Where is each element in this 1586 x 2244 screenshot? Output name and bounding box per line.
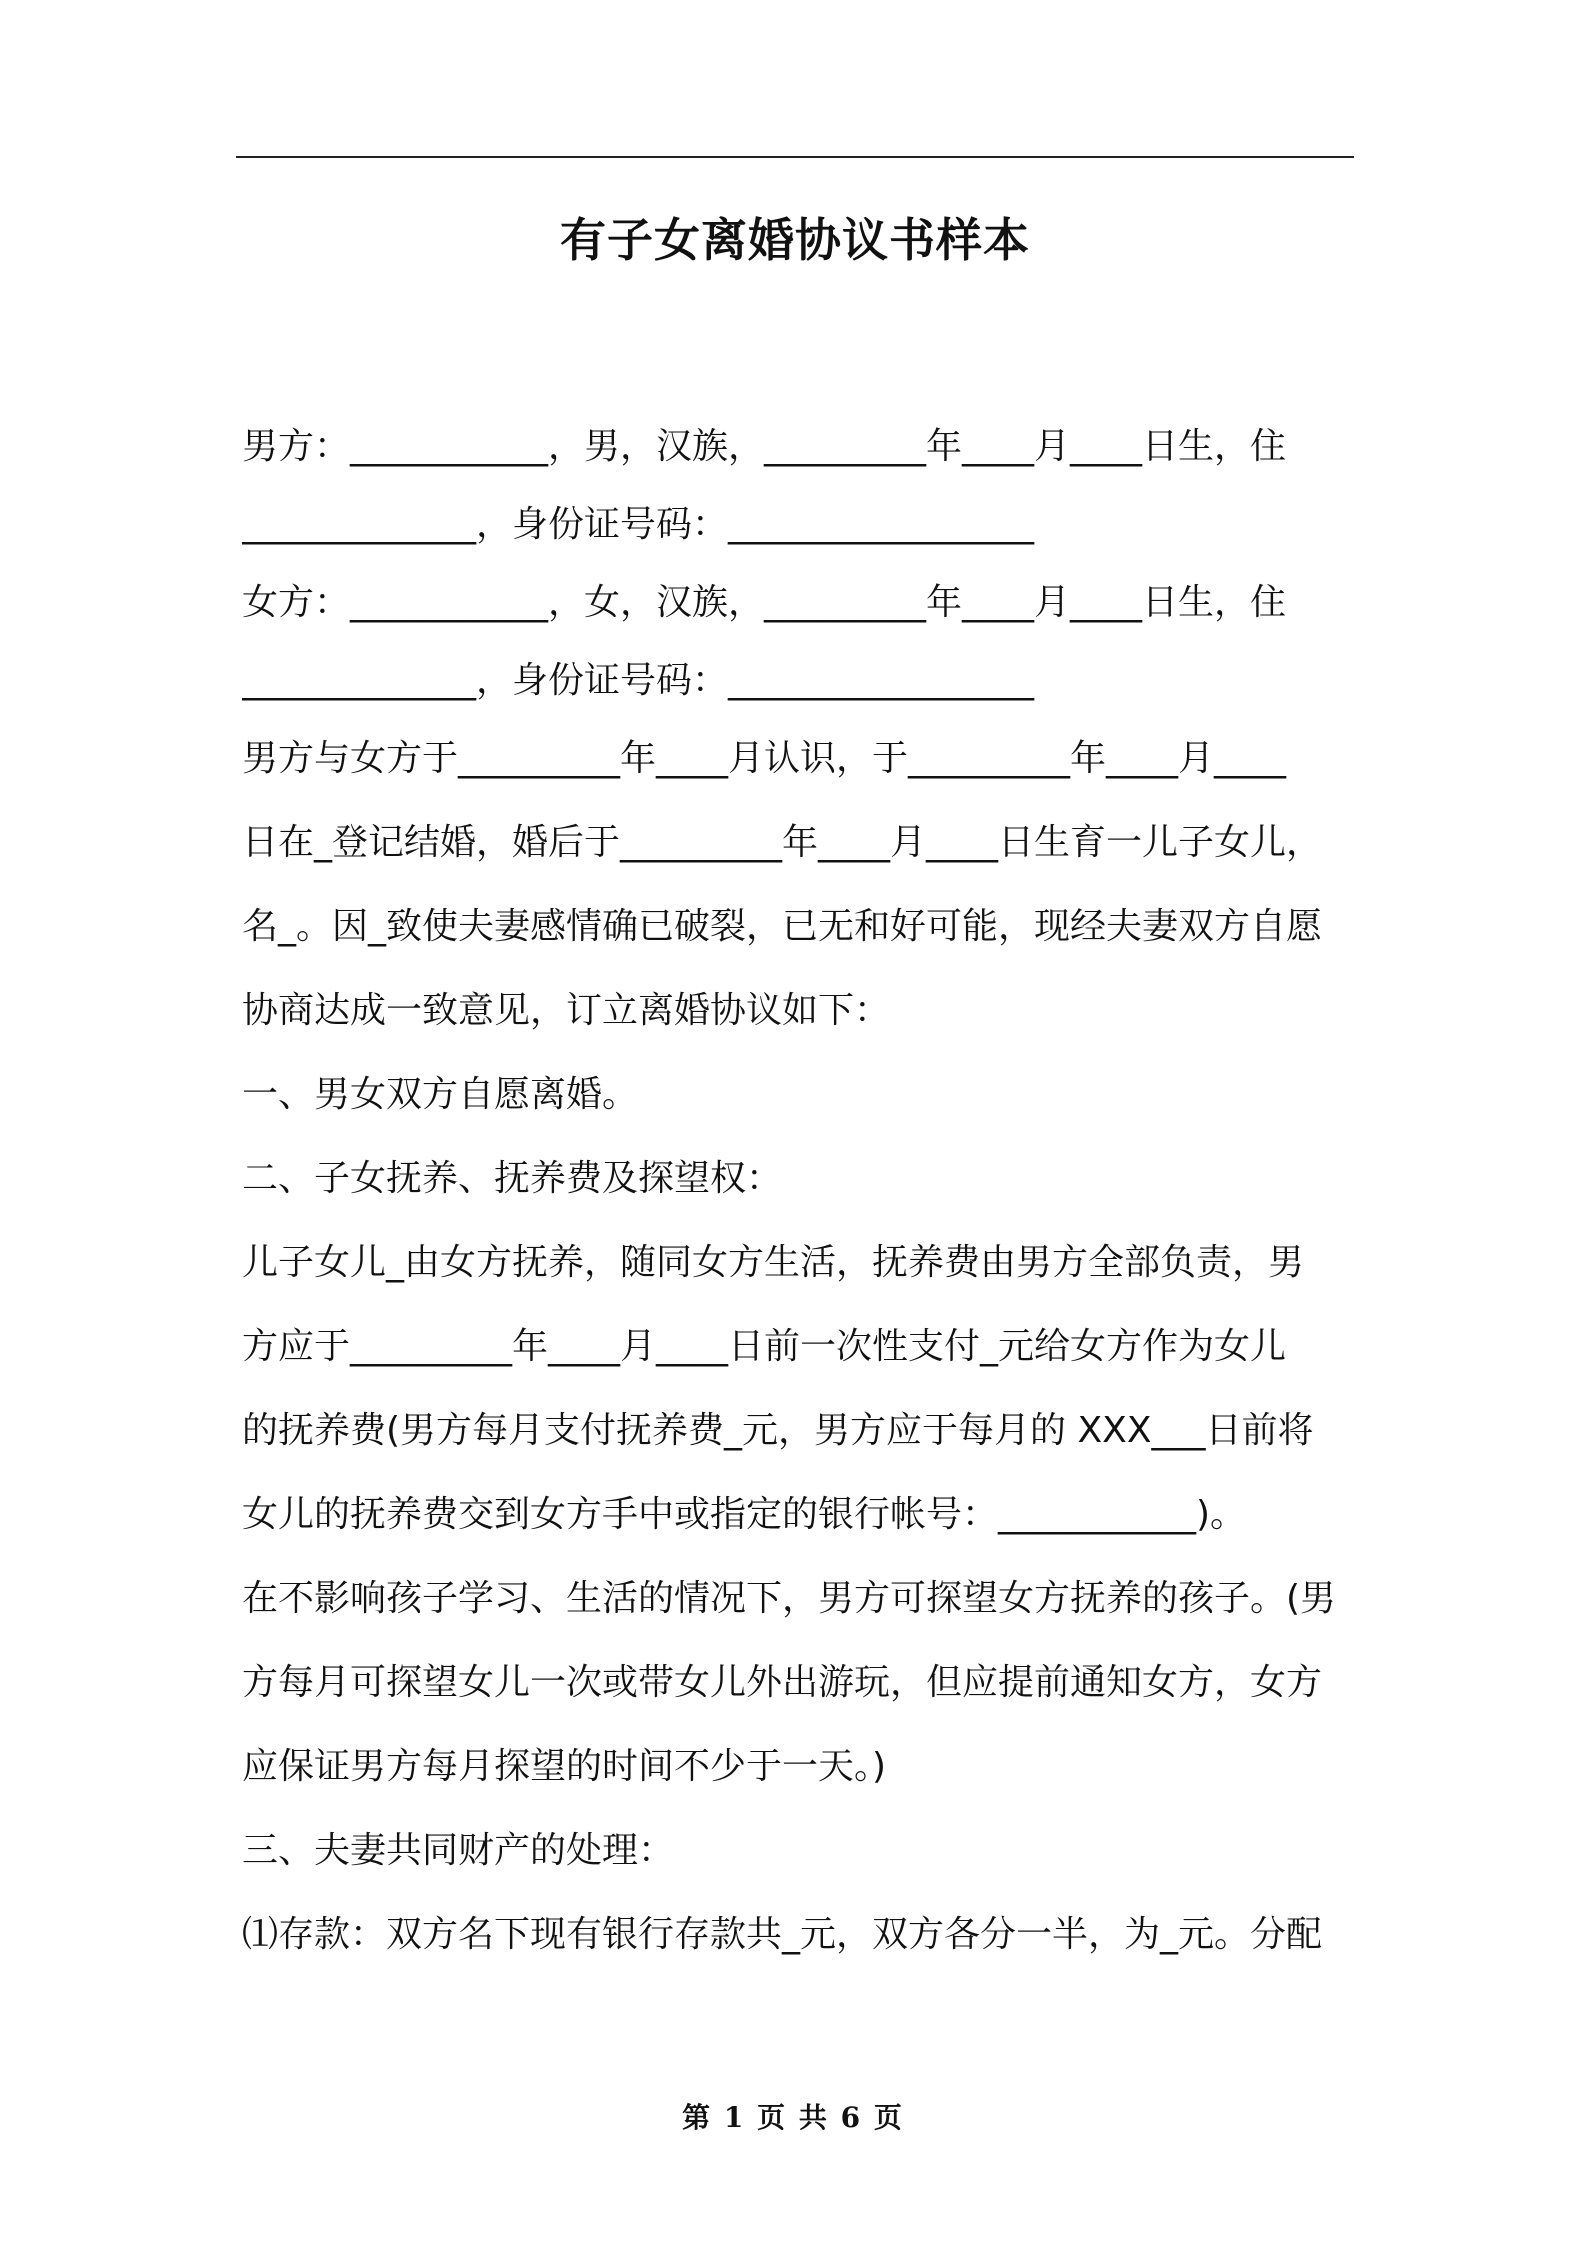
paragraph-line: 应保证男方每月探望的时间不少于一天。) (242, 1746, 887, 1787)
page-number-footer: 第 1 页 共 6 页 (682, 2101, 904, 2134)
paragraph-line: 的抚养费(男方每月支付抚养费_元，男方应于每月的 XXX___日前将 (242, 1410, 1314, 1451)
header-rule (236, 156, 1354, 158)
paragraph-line: 女儿的抚养费交到女方手中或指定的银行帐号：___________)。 (242, 1494, 1247, 1535)
paragraph-line: 男方与女方于_________年____月认识，于_________年____月____ (242, 738, 1287, 779)
document-body (242, 405, 1352, 1977)
paragraph-line: 方应于_________年____月____日前一次性支付_元给女方作为女儿 (242, 1326, 1287, 1367)
paragraph-line: 方每月可探望女儿一次或带女儿外出游玩，但应提前通知女方，女方 (242, 1662, 1323, 1703)
section-heading: 一、男女双方自愿离婚。 (242, 1074, 639, 1115)
paragraph-line: 在不影响孩子学习、生活的情况下，男方可探望女方抚养的孩子。(男 (242, 1578, 1337, 1619)
paragraph-line: 名_。因_致使夫妻感情确已破裂，已无和好可能，现经夫妻双方自愿 (242, 906, 1323, 947)
paragraph-line: 日在_登记结婚，婚后于_________年____月____日生育一儿子女儿， (242, 822, 1323, 863)
paragraph-line: 儿子女儿_由女方抚养，随同女方生活，抚养费由男方全部负责，男 (242, 1242, 1305, 1283)
paragraph-line: 女方：___________，女，汉族，_________年____月____日生，住 (242, 582, 1287, 623)
section-heading: 二、子女抚养、抚养费及探望权： (242, 1158, 783, 1199)
paragraph-line: 协商达成一致意见，订立离婚协议如下： (242, 990, 891, 1031)
document-title: 有子女离婚协议书样本 (560, 213, 1030, 267)
paragraph-line: ⑴存款：双方名下现有银行存款共_元，双方各分一半，为_元。分配 (242, 1914, 1323, 1955)
paragraph-line: _____________，身份证号码：_________________ (242, 504, 1035, 545)
paragraph-line: 男方：___________，男，汉族，_________年____月____日生，住 (242, 426, 1287, 467)
section-heading: 三、夫妻共同财产的处理： (242, 1830, 675, 1871)
paragraph-line: _____________，身份证号码：_________________ (242, 660, 1035, 701)
